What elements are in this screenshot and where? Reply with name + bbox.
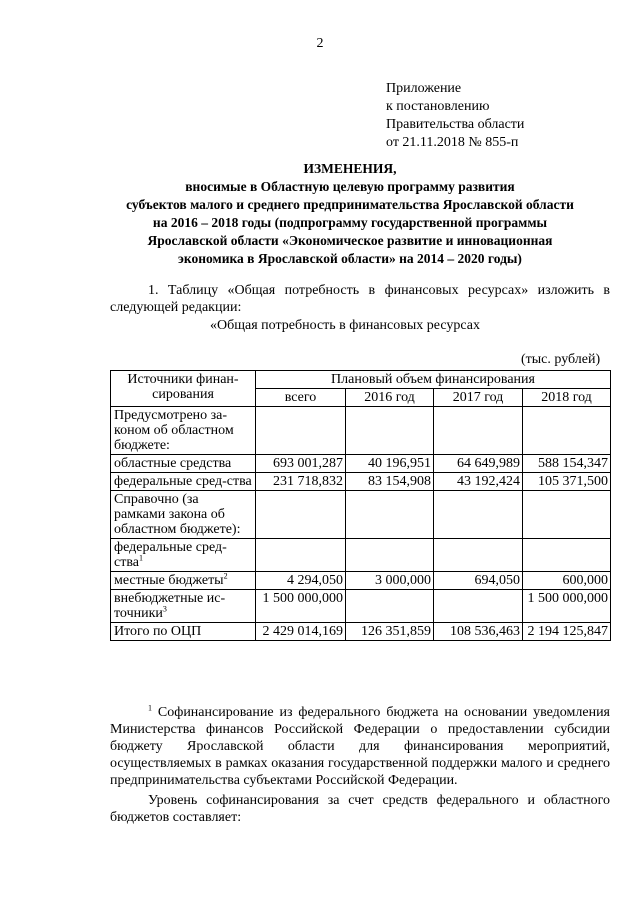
row-label (111, 590, 256, 623)
intro-section (110, 282, 610, 316)
title-line: ИЗМЕНЕНИЯ, (303, 161, 397, 176)
table-cell (346, 590, 434, 623)
table-cell (434, 590, 523, 623)
table-cell (346, 539, 434, 572)
table-cell: 693 001,287 (256, 455, 346, 473)
table-cell (434, 539, 523, 572)
header-col-2016: 2016 год (346, 389, 434, 407)
table-cell: 600,000 (523, 572, 611, 590)
header-col-total: всего (256, 389, 346, 407)
table-body (111, 407, 611, 641)
table-cell: 694,050 (434, 572, 523, 590)
row-label-text: внебюджетные ис-точники (114, 591, 226, 621)
header-col-2017: 2017 год (434, 389, 523, 407)
financing-table (110, 370, 611, 641)
table-cell: 2 194 125,847 (523, 623, 611, 641)
table-cell (523, 491, 611, 539)
header-col-2018: 2018 год (523, 389, 611, 407)
table-cell: 1 500 000,000 (256, 590, 346, 623)
table-cell: 3 000,000 (346, 572, 434, 590)
footnote-marker: 1 (148, 703, 152, 713)
table-cell: 1 500 000,000 (523, 590, 611, 623)
table-cell (346, 407, 434, 455)
row-label-text: Итого по ОЦП (114, 624, 202, 639)
table-cell: 40 196,951 (346, 455, 434, 473)
table-cell: 231 718,832 (256, 473, 346, 491)
document-title (100, 160, 600, 268)
intro-paragraph: 1. Таблицу «Общая потребность в финансовых ресурсах» изложить в следующей редакции: (110, 283, 610, 315)
table-cell: 126 351,859 (346, 623, 434, 641)
table-cell (346, 491, 434, 539)
row-label-text: Справочно (за рамками закона об областном бюджете): (114, 492, 241, 537)
footnote-1 (110, 704, 610, 789)
title-line: Ярославской области «Экономическое развитие и инновационная (147, 233, 553, 248)
row-label (111, 539, 256, 572)
row-label (111, 407, 256, 455)
table-row (111, 623, 611, 641)
table-row (111, 572, 611, 590)
table-cell (434, 407, 523, 455)
table-row (111, 539, 611, 572)
table-cell (434, 491, 523, 539)
table-cell: 4 294,050 (256, 572, 346, 590)
row-label-text: местные бюджеты (114, 573, 224, 588)
page-number: 2 (316, 36, 324, 51)
approval-line: Правительства области (386, 117, 525, 132)
row-label (111, 623, 256, 641)
table-row (111, 407, 611, 455)
table-cell: 43 192,424 (434, 473, 523, 491)
table-cell: 83 154,908 (346, 473, 434, 491)
table-cell (256, 491, 346, 539)
table-cell (523, 539, 611, 572)
title-line: субъектов малого и среднего предпринимательства Ярославской области (126, 197, 574, 212)
table-cell: 2 429 014,169 (256, 623, 346, 641)
table-cell: 108 536,463 (434, 623, 523, 641)
table-row (111, 491, 611, 539)
row-label (111, 491, 256, 539)
cofinancing-level-text: Уровень софинансирования за счет средств федерального и областного бюджетов составляет: (110, 793, 610, 825)
approval-block (386, 80, 524, 152)
row-label (111, 572, 256, 590)
table-caption: «Общая потребность в финансовых ресурсах (210, 318, 480, 333)
footnote-ref: 3 (162, 604, 167, 614)
title-line: экономика в Ярославской области» на 2014 – 2020 годы) (178, 251, 522, 266)
row-label-text: федеральные сред-ства (114, 540, 227, 570)
approval-line: от 21.11.2018 № 855-п (386, 135, 519, 150)
table-row (111, 473, 611, 491)
title-line: на 2016 – 2018 годы (подпрограмму государственной программы (152, 215, 548, 230)
title-line: вносимые в Областную целевую программу развития (185, 179, 515, 194)
table-units: (тыс. рублей) (521, 352, 601, 367)
footnote-ref: 2 (223, 571, 228, 581)
table-cell (256, 539, 346, 572)
header-source: Источники финан-сирования (111, 371, 256, 407)
row-label-text: федеральные сред-ства (114, 474, 252, 489)
table-cell (523, 407, 611, 455)
table-cell (256, 407, 346, 455)
footnotes (110, 704, 610, 826)
approval-line: Приложение (386, 81, 462, 96)
row-label (111, 473, 256, 491)
table-cell: 64 649,989 (434, 455, 523, 473)
row-label-text: областные средства (114, 456, 232, 471)
row-label (111, 455, 256, 473)
row-label-text: Предусмотрено за-коном об областном бюджете: (114, 408, 234, 453)
footnote-ref: 1 (138, 553, 143, 563)
approval-line: к постановлению (386, 99, 490, 114)
table-cell: 588 154,347 (523, 455, 611, 473)
table-row (111, 455, 611, 473)
header-planned: Плановый объем финансирования (256, 371, 611, 389)
footnote-1-text: Софинансирование из федерального бюджета на основании уведомления Министерства финансов Российской Федерации о предоставлении субсидии бюджету Ярославской области для финансирования мероприятий, осуществляемых в рамках оказания государственной поддержки малого и среднего предпринимательства субъектами Российской Федерации. (110, 705, 611, 788)
table-cell: 105 371,500 (523, 473, 611, 491)
table-row (111, 590, 611, 623)
